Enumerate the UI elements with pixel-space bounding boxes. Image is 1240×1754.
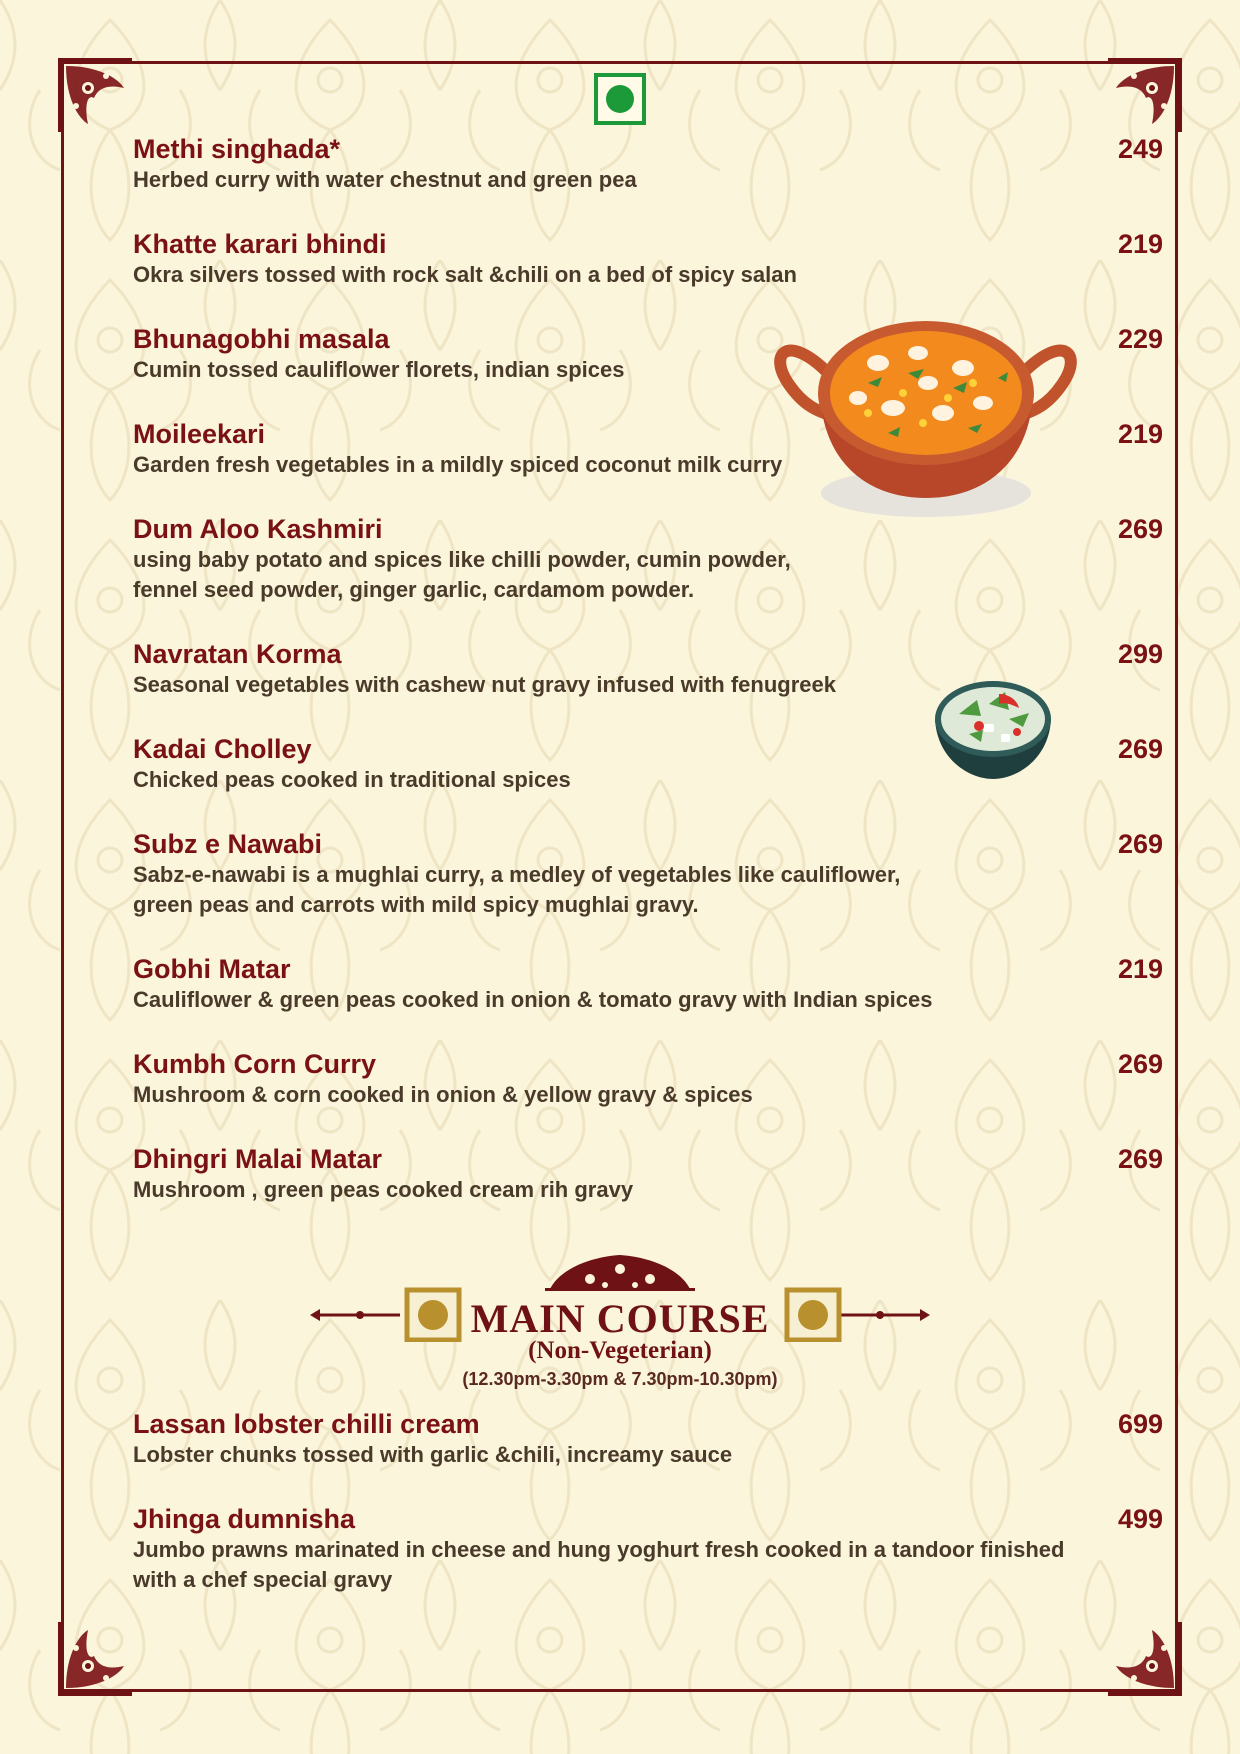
item-name: Methi singhada* <box>133 134 341 164</box>
item-name: Bhunagobhi masala <box>133 324 390 354</box>
item-description: Cumin tossed cauliflower florets, indian spices <box>133 357 625 382</box>
item-price: 269 <box>1117 829 1163 859</box>
item-description: Cauliflower & green peas cooked in onion & tomato gravy with Indian spices <box>133 987 933 1012</box>
corner-ornament-icon <box>1108 1622 1182 1696</box>
main-course-heading <box>310 1247 930 1387</box>
item-name: Jhinga dumnisha <box>133 1504 356 1534</box>
item-description: Herbed curry with water chestnut and green pea <box>133 167 637 192</box>
section-subtitle: (Non-Vegeterian) <box>528 1337 712 1364</box>
item-price: 699 <box>1117 1409 1163 1439</box>
item-description: Sabz-e-nawabi is a mughlai curry, a medley of vegetables like cauliflower, green peas and carrots with mild spicy mughlai gravy. <box>133 862 901 917</box>
corner-ornament-icon <box>58 58 132 132</box>
menu-item <box>133 953 1163 1015</box>
item-name: Subz e Nawabi <box>133 829 323 859</box>
item-name: Navratan Korma <box>133 639 342 669</box>
item-price: 219 <box>1117 954 1163 984</box>
corner-ornament-icon <box>1108 58 1182 132</box>
item-name: Dum Aloo Kashmiri <box>133 514 383 544</box>
item-price: 269 <box>1117 1144 1163 1174</box>
item-price: 229 <box>1117 324 1163 354</box>
item-description: Chicked peas cooked in traditional spices <box>133 767 571 792</box>
section-title: MAIN COURSE <box>470 1296 770 1341</box>
item-name: Gobhi Matar <box>133 954 291 984</box>
veg-indicator-icon <box>594 73 646 125</box>
item-description: Jumbo prawns marinated in cheese and hung yoghurt fresh cooked in a tandoor finished with a chef special gravy <box>133 1537 1065 1592</box>
menu-item <box>133 1503 1163 1595</box>
item-price: 269 <box>1117 514 1163 544</box>
item-description: Lobster chunks tossed with garlic &chili, increamy sauce <box>133 1442 733 1467</box>
item-name: Dhingri Malai Matar <box>133 1144 383 1174</box>
item-price: 219 <box>1117 229 1163 259</box>
curry-pot-icon <box>768 313 1088 528</box>
item-description: Mushroom , green peas cooked cream rih gravy <box>133 1177 634 1202</box>
menu-item <box>133 1143 1163 1205</box>
item-description: Mushroom & corn cooked in onion & yellow gravy & spices <box>133 1082 753 1107</box>
menu-item <box>133 1048 1163 1110</box>
item-description: using baby potato and spices like chilli powder, cumin powder, fennel seed powder, ginger garlic, cardamom powder. <box>133 547 791 602</box>
item-description: Seasonal vegetables with cashew nut gravy infused with fenugreek <box>133 672 836 697</box>
item-price: 299 <box>1117 639 1163 669</box>
item-price: 249 <box>1117 134 1163 164</box>
corner-ornament-icon <box>58 1622 132 1696</box>
item-name: Lassan lobster chilli cream <box>133 1409 480 1439</box>
salad-bowl-icon <box>929 674 1057 789</box>
item-name: Kadai Cholley <box>133 734 312 764</box>
item-price: 269 <box>1117 734 1163 764</box>
menu-item <box>133 228 1163 290</box>
menu-item <box>133 1408 1163 1470</box>
item-name: Khatte karari bhindi <box>133 229 387 259</box>
item-price: 219 <box>1117 419 1163 449</box>
item-name: Kumbh Corn Curry <box>133 1049 376 1079</box>
section-timing: (12.30pm-3.30pm & 7.30pm-10.30pm) <box>462 1369 778 1389</box>
item-description: Okra silvers tossed with rock salt &chili on a bed of spicy salan <box>133 262 797 287</box>
item-price: 269 <box>1117 1049 1163 1079</box>
menu-item <box>133 828 1163 920</box>
item-name: Moileekari <box>133 419 266 449</box>
item-price: 499 <box>1117 1504 1163 1534</box>
item-description: Garden fresh vegetables in a mildly spiced coconut milk curry <box>133 452 783 477</box>
menu-item <box>133 133 1163 195</box>
veg-dot <box>606 85 634 113</box>
